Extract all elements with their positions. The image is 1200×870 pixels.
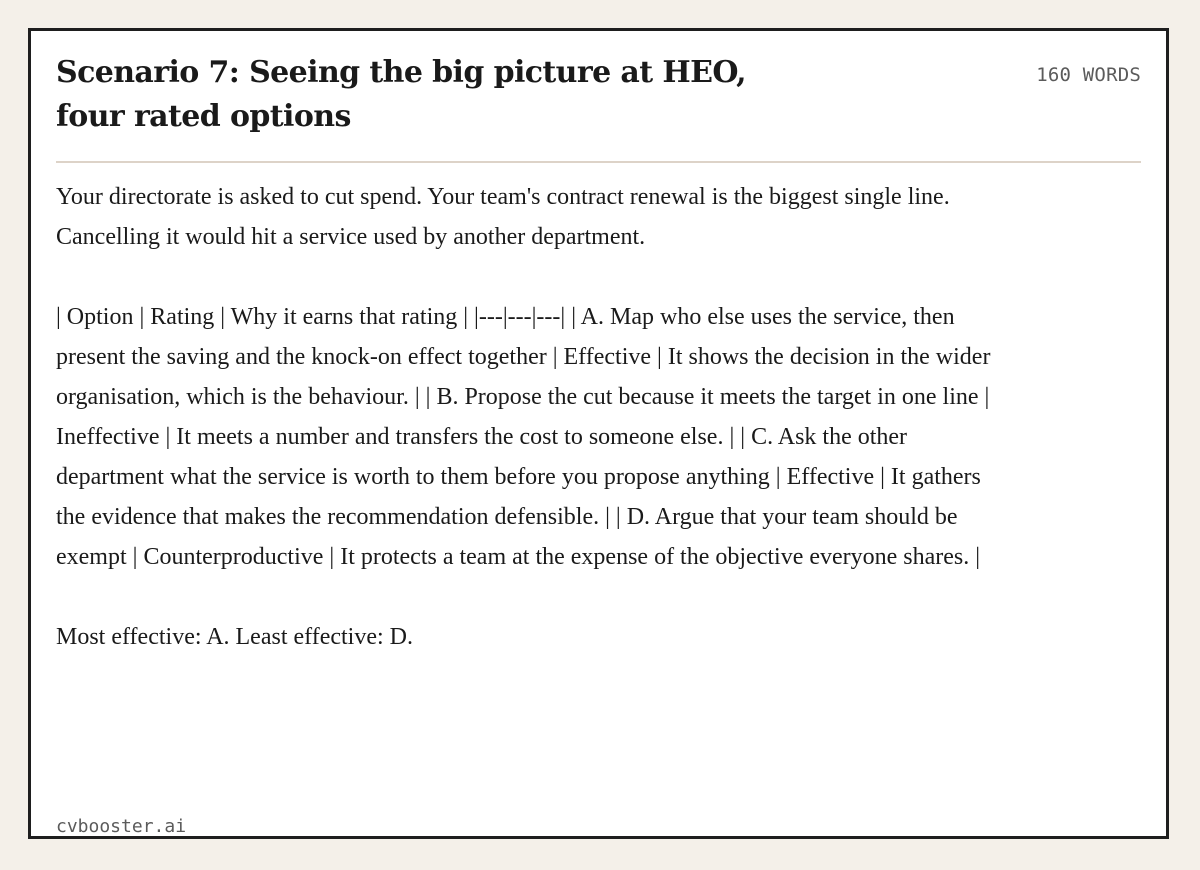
- scenario-card: [28, 28, 1169, 839]
- scenario-title-line-1: Scenario 7: Seeing the big picture at HEO,: [56, 55, 746, 90]
- scenario-title-line-2: four rated options: [56, 99, 351, 134]
- scenario-intro-paragraph: Your directorate is asked to cut spend. Your team's contract renewal is the biggest single line. Cancelling it would hit a service used by another department.: [56, 184, 950, 250]
- scenario-body: [56, 177, 1016, 657]
- effectiveness-summary: Most effective: A. Least effective: D.: [56, 624, 413, 650]
- scenario-title: [56, 51, 856, 139]
- word-count-label: 160 WORDS: [1036, 64, 1141, 86]
- options-table-text: | Option | Rating | Why it earns that rating | |---|---|---| | A. Map who else uses the service, then present the saving and the knock-on effect together | Effective | It shows the decision in the wider organisation, which is the behaviour. | | B. Propose the cut because it meets the target in one line | Ineffective | It meets a number and transfers the cost to someone else. | | C. Ask the other department what the service is worth to them before you propose anything | Effective | It gathers the evidence that makes the recommendation defensible. | | D. Argue that your team should be exempt | Counterproductive | It protects a team at the expense of the objective everyone shares. |: [56, 304, 991, 570]
- footer-brand: cvbooster.ai: [56, 816, 187, 837]
- card-header: [56, 51, 1141, 163]
